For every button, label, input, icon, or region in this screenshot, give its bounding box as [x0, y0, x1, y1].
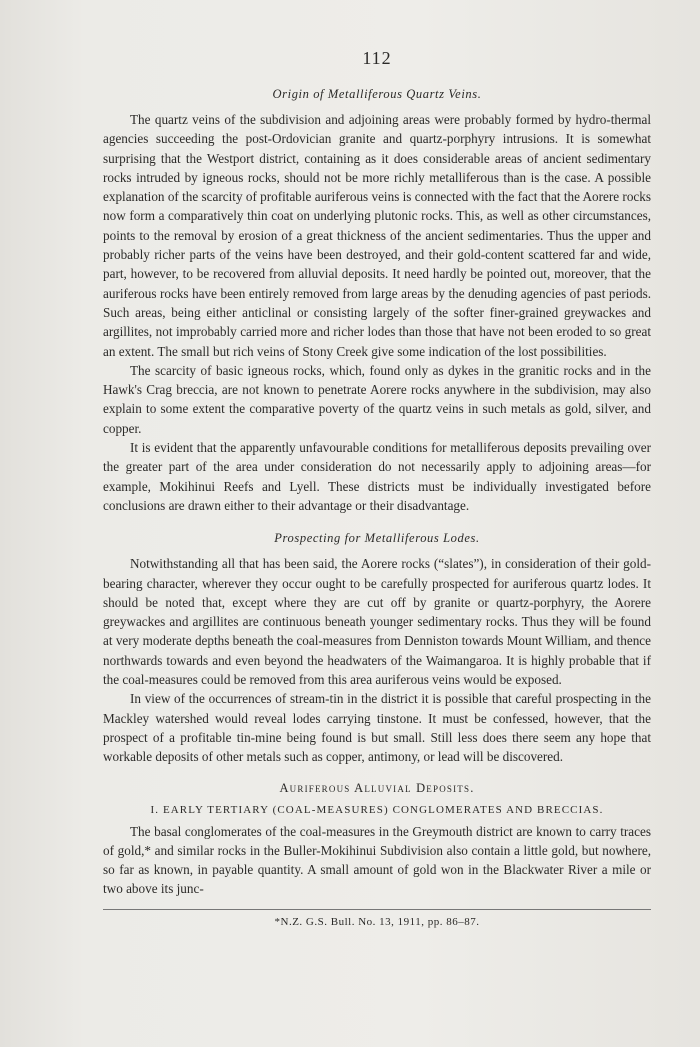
page-number: 112 — [362, 48, 392, 68]
paragraph: Notwithstanding all that has been said, the Aorere rocks (“slates”), in consideration of their gold-bearing character, wherever they occur ought to be carefully prospected for auriferous quartz lodes. It should be noted that, except where they are cut off by granite or quartz-porphyry, the Aorere greywackes and argillites are continuous beneath younger sedimentary rocks. Thus they will be found at very moderate depths beneath the coal-measures from Denniston towards Mount William, and thence northwards towards and even beyond the headwaters of the Waimangaroa. It is highly probable that if the coal-measures could be removed from this area auriferous veins would be exposed. — [103, 556, 651, 688]
paragraph: The quartz veins of the subdivision and adjoining areas were probably formed by hydro-thermal agencies succeeding the post-Ordovician granite and quartz-porphyry intrusions. It is somewhat surprising that the Westport district, containing as it does considerable areas of ancient sedimentary rocks intruded by igneous rocks, should not be more richly metalliferous than is the case. A possible explanation of the scarcity of profitable auriferous veins is connected with the fact that the Aorere rocks now form a comparatively thin coat on underlying plutonic rocks. This, as well as other circumstances, points to the removal by erosion of a great thickness of the ancient sedimentaries. Thus the upper and probably richer parts of the veins have been destroyed, and their gold-content scattered far and wide, part, however, to be recovered from alluvial deposits. It need hardly be pointed out, moreover, that the auriferous rocks have been entirely removed from large areas by the denuding agencies of past periods. Such areas, being either anticlinal or consisting largely of the softer finer-grained greywackes and argillites, not improbably carried more and richer lodes than those that have not been eroded to so great an extent. The small but rich veins of Stony Creek give some indication of the lost possibilities. — [103, 112, 651, 359]
subsection-heading: I. EARLY TERTIARY (COAL-MEASURES) CONGLOMERATES AND BRECCIAS. — [150, 803, 604, 816]
paragraph: In view of the occurrences of stream-tin in the district it is possible that careful prospecting in the Mackley watershed would reveal lodes carrying tinstone. It must be confessed, however, that the prospect of a profitable tin-mine being found is but small. Still less does there seem any hope that workable deposits of other metals such as copper, antimony, or lead will be discovered. — [103, 691, 651, 765]
section-heading-prospecting: Prospecting for Metalliferous Lodes. — [274, 531, 480, 546]
section-heading-origin: Origin of Metalliferous Quartz Veins. — [272, 87, 482, 101]
paragraph: The basal conglomerates of the coal-measures in the Greymouth district are known to carry traces of gold,* and similar rocks in the Buller-Mokihinui Subdivision also contain a little gold, but nowhere, so far as known, in payable quantity. A small amount of gold won in the Blackwater River a mile or two above its junc- — [103, 823, 651, 897]
footnote: *N.Z. G.S. Bull. No. 13, 1911, pp. 86–87. — [274, 915, 480, 928]
section-heading-alluvial: Auriferous Alluvial Deposits. — [279, 780, 475, 795]
paragraph: It is evident that the apparently unfavourable conditions for metalliferous deposits prevailing over the greater part of the area under consideration do not necessarily apply to adjoining areas—for example, Mokihinui Reefs and Lyell. These districts must be individually investigated before conclusions are drawn either to their advantage or their disadvantage. — [103, 440, 651, 513]
page-content — [103, 48, 651, 928]
paragraph: The scarcity of basic igneous rocks, which, found only as dykes in the granitic rocks and in the Hawk's Crag breccia, are not known to penetrate Aorere rocks anywhere in the subdivision, may also explain to some extent the comparative poverty of the quartz veins in such metals as gold, silver, and copper. — [103, 362, 651, 436]
footnote-divider — [103, 909, 651, 910]
